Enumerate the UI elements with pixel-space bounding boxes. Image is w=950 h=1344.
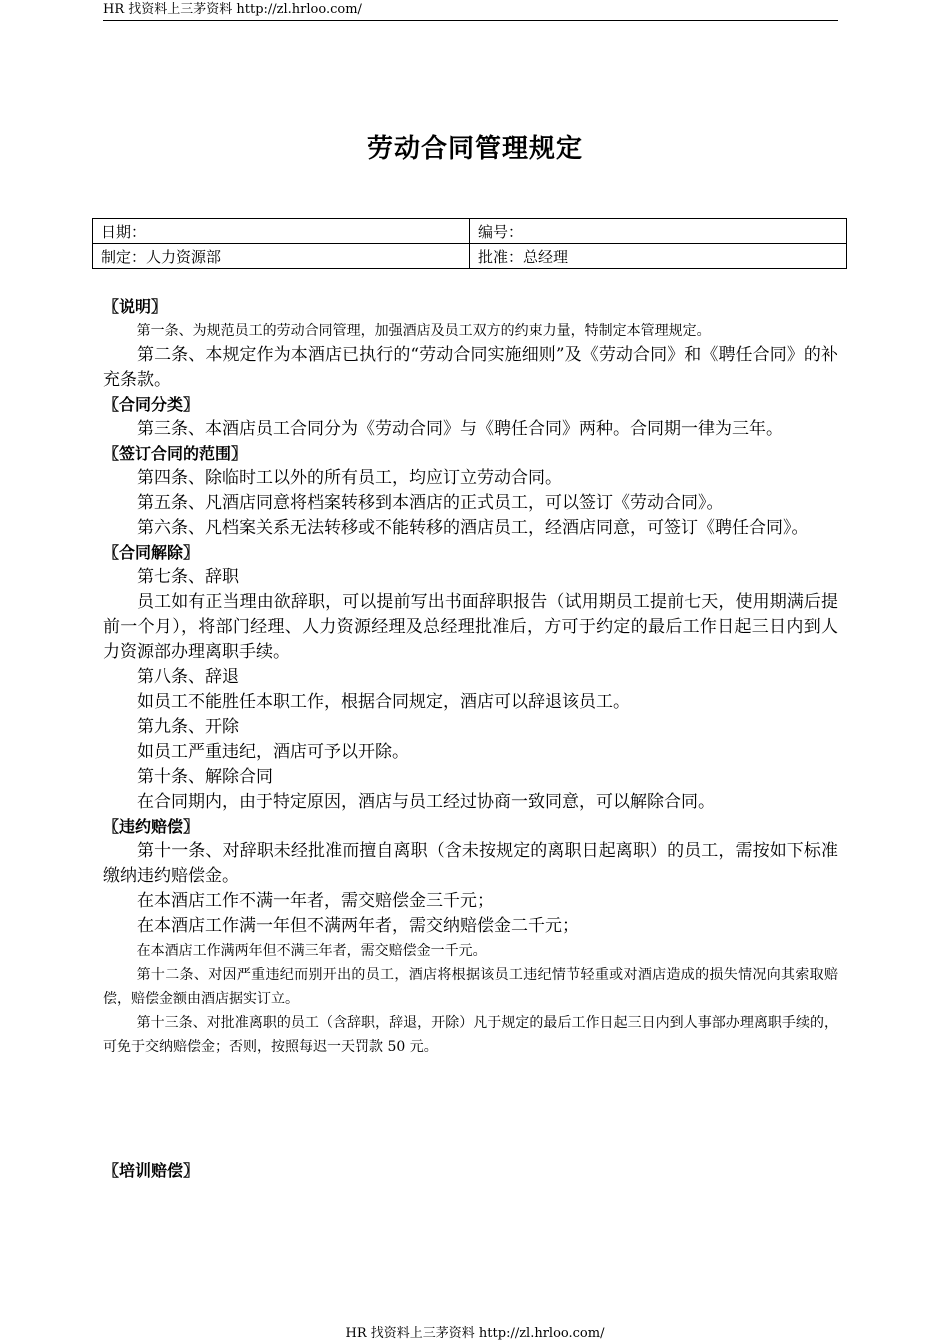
article-5: 第五条、凡酒店同意将档案转移到本酒店的正式员工，可以签订《劳动合同》。 — [137, 493, 724, 513]
author-cell: 制定：人力资源部 — [93, 244, 470, 269]
compensation-tier-1: 在本酒店工作不满一年者，需交赔偿金三千元； — [137, 891, 494, 911]
article-4: 第四条、除临时工以外的所有员工，均应订立劳动合同。 — [137, 468, 562, 488]
compensation-tier-3: 在本酒店工作满两年但不满三年者，需交赔偿金一千元。 — [136, 943, 487, 959]
approver-cell: 批准：总经理 — [470, 244, 847, 269]
section-heading-termination: 〖合同解除〗 — [103, 543, 200, 562]
document-title: 劳动合同管理规定 — [366, 134, 583, 164]
article-6: 第六条、凡档案关系无法转移或不能转移的酒店员工，经酒店同意，可签订《聘任合同》。 — [137, 518, 809, 538]
number-cell: 编号： — [470, 219, 847, 244]
page-footer: HR 找资料上三茅资料 http://zl.hrloo.com/ — [345, 1326, 605, 1341]
article-13: 第十三条、对批准离职的员工（含辞职，辞退，开除）凡于规定的最后工作日起三日内到人事部办理离职手续的，可免于交纳赔偿金；否则，按照每迟一天罚款 50 元。 — [103, 1015, 838, 1055]
article-7-body: 员工如有正当理由欲辞职，可以提前写出书面辞职报告（试用期员工提前七天，使用期满后提前一个月），将部门经理、人力资源经理及总经理批准后，方可于约定的最后工作日起三日内到人力资源部办理离职手续。 — [103, 592, 838, 662]
section-heading-description: 〖说明〗 — [103, 297, 168, 316]
article-10-body: 在合同期内，由于特定原因，酒店与员工经过协商一致同意，可以解除合同。 — [137, 792, 715, 812]
article-8-body: 如员工不能胜任本职工作，根据合同规定，酒店可以辞退该员工。 — [137, 692, 630, 712]
article-2: 第二条、本规定作为本酒店已执行的“劳动合同实施细则”及《劳动合同》和《聘任合同》的补充条款。 — [103, 345, 838, 390]
section-heading-scope: 〖签订合同的范围〗 — [103, 444, 248, 463]
section-heading-breach-compensation: 〖违约赔偿〗 — [103, 817, 200, 836]
article-9-title: 第九条、开除 — [137, 717, 239, 737]
date-cell: 日期： — [93, 219, 470, 244]
page-header: HR 找资料上三茅资料 http://zl.hrloo.com/ — [103, 2, 838, 21]
article-1: 第一条、为规范员工的劳动合同管理，加强酒店及员工双方的约束力量，特制定本管理规定。 — [136, 323, 711, 339]
compensation-tier-2: 在本酒店工作满一年但不满两年者，需交纳赔偿金二千元； — [137, 916, 579, 936]
article-9-body: 如员工严重违纪，酒店可予以开除。 — [137, 742, 409, 762]
document-body — [103, 295, 838, 1183]
article-12: 第十二条、对因严重违纪而别开出的员工，酒店将根据该员工违纪情节轻重或对酒店造成的损失情况向其索取赔偿，赔偿金额由酒店据实订立。 — [103, 967, 838, 1007]
article-3: 第三条、本酒店员工合同分为《劳动合同》与《聘任合同》两种。合同期一律为三年。 — [137, 419, 783, 439]
section-heading-training-compensation: 〖培训赔偿〗 — [103, 1161, 200, 1180]
meta-table — [92, 218, 847, 269]
article-7-title: 第七条、辞职 — [137, 567, 239, 587]
article-10-title: 第十条、解除合同 — [137, 767, 273, 787]
article-11: 第十一条、对辞职未经批准而擅自离职（含未按规定的离职日起离职）的员工，需按如下标准缴纳违约赔偿金。 — [103, 841, 838, 886]
section-heading-classification: 〖合同分类〗 — [103, 395, 200, 414]
article-8-title: 第八条、辞退 — [137, 667, 239, 687]
